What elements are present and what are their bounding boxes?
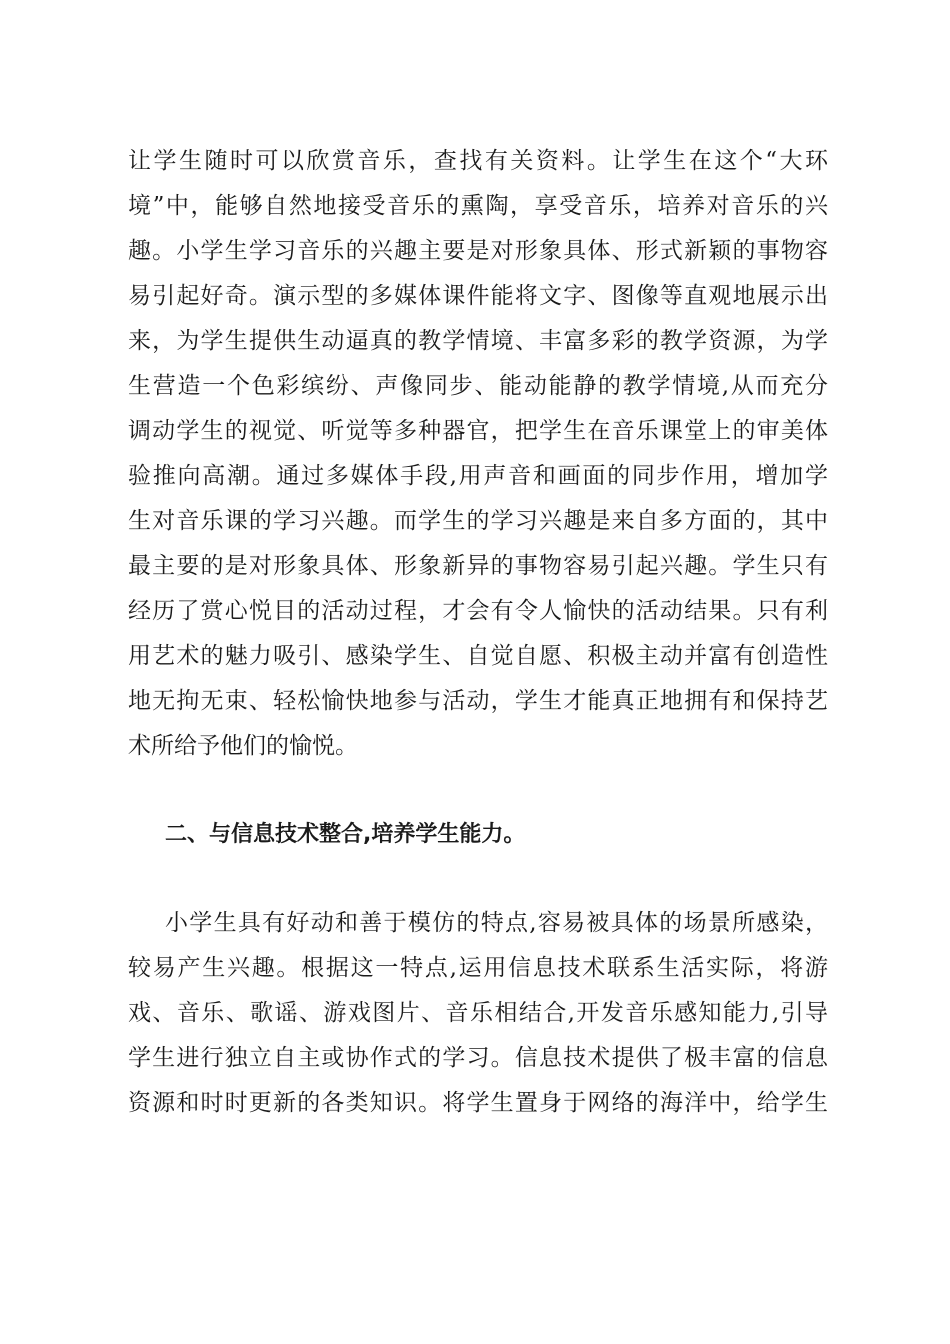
paragraph-line: 学生进行独立自主或协作式的学习。信息技术提供了极丰富的信息: [128, 1045, 828, 1071]
paragraph-line: 让学生随时可以欣赏音乐，查找有关资料。让学生在这个“大环: [128, 148, 828, 174]
paragraph-line: 戏、音乐、歌谣、游戏图片、音乐相结合,开发音乐感知能力,引导: [128, 1000, 828, 1026]
paragraph-line: 调动学生的视觉、听觉等多种器官，把学生在音乐课堂上的审美体: [128, 418, 828, 444]
paragraph-line: 经历了赏心悦目的活动过程，才会有令人愉快的活动结果。只有利: [128, 598, 828, 624]
paragraph-line: 用艺术的魅力吸引、感染学生、自觉自愿、积极主动并富有创造性: [128, 643, 828, 669]
paragraph-line: 较易产生兴趣。根据这一特点,运用信息技术联系生活实际，将游: [128, 955, 828, 981]
paragraph-line: 趣。小学生学习音乐的兴趣主要是对形象具体、形式新颖的事物容: [128, 238, 828, 264]
paragraph-line: 易引起好奇。演示型的多媒体课件能将文字、图像等直观地展示出: [128, 283, 828, 309]
paragraph-line: 术所给予他们的愉悦。: [128, 733, 358, 759]
paragraph-line: 最主要的是对形象具体、形象新异的事物容易引起兴趣。学生只有: [128, 553, 828, 579]
paragraph-line: 生营造一个色彩缤纷、声像同步、能动能静的教学情境,从而充分: [128, 373, 828, 399]
paragraph-line: 资源和时时更新的各类知识。将学生置身于网络的海洋中，给学生: [128, 1090, 828, 1116]
paragraph-line: 小学生具有好动和善于模仿的特点,容易被具体的场景所感染，: [165, 910, 828, 936]
paragraph-line: 地无拘无束、轻松愉快地参与活动，学生才能真正地拥有和保持艺: [128, 688, 828, 714]
paragraph-line: 境”中，能够自然地接受音乐的熏陶，享受音乐，培养对音乐的兴: [128, 193, 828, 219]
paragraph-line: 验推向高潮。通过多媒体手段,用声音和画面的同步作用，增加学: [128, 463, 828, 489]
section-heading: 二、与信息技术整合,培养学生能力。: [165, 822, 526, 847]
paragraph-line: 生对音乐课的学习兴趣。而学生的学习兴趣是来自多方面的，其中: [128, 508, 828, 534]
paragraph-line: 来，为学生提供生动逼真的教学情境、丰富多彩的教学资源，为学: [128, 328, 828, 354]
